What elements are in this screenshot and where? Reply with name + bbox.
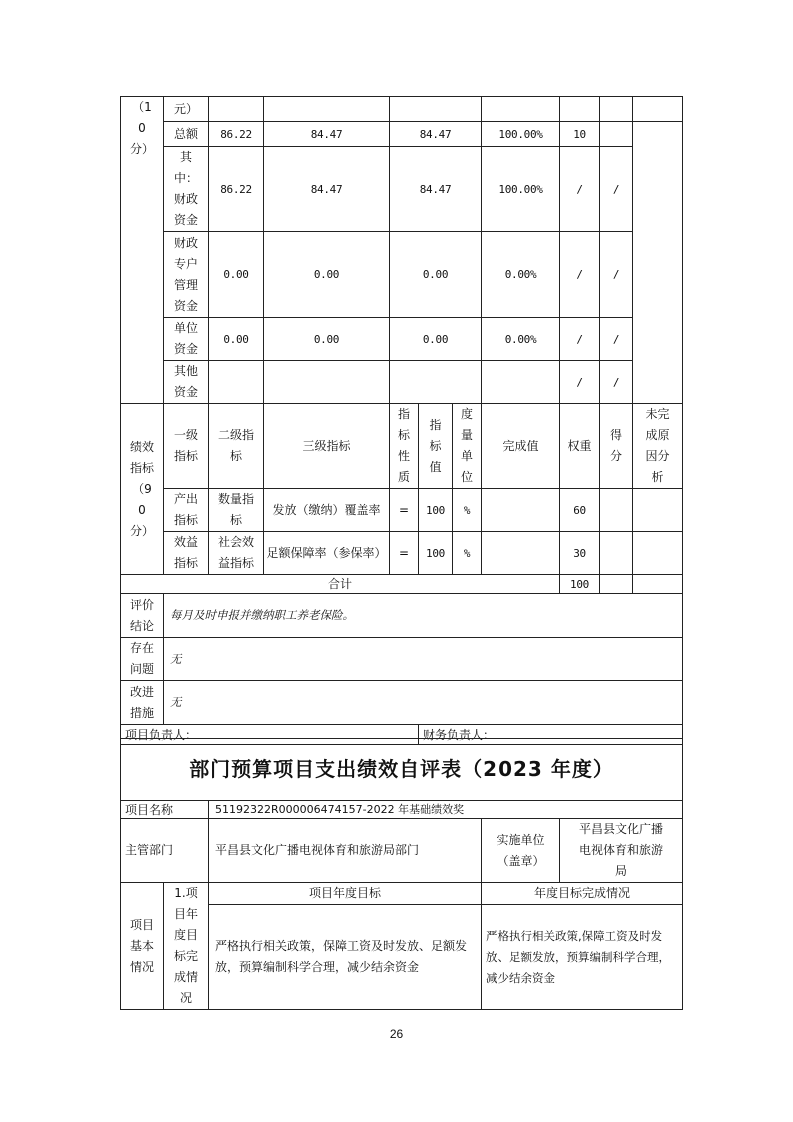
header-value: 指标值 bbox=[429, 417, 442, 474]
completion-header: 年度目标完成情况 bbox=[482, 883, 683, 905]
conclusion-label: 评价结论 bbox=[129, 597, 154, 633]
department-budget-self-evaluation-form bbox=[120, 738, 683, 1010]
performance-side-label: 绩效指标（90分） bbox=[129, 439, 154, 538]
indicator-unit: % bbox=[453, 532, 482, 575]
execution-rate: 100.00% bbox=[482, 147, 560, 232]
score: / bbox=[600, 318, 633, 361]
project-name-label: 项目名称 bbox=[121, 801, 209, 819]
budget-unit-tail: 元） bbox=[164, 97, 209, 122]
indicator-reason bbox=[633, 532, 683, 575]
indicator-nature: = bbox=[390, 532, 419, 575]
indicator-actual bbox=[482, 489, 560, 532]
budget-blank-merged bbox=[633, 122, 683, 404]
impl-unit-value: 平昌县文化广播电视体育和旅游局 bbox=[579, 822, 664, 878]
cell bbox=[482, 97, 560, 122]
total-score bbox=[600, 575, 633, 594]
improvements-label: 改进措施 bbox=[129, 684, 154, 720]
execution-rate: 0.00% bbox=[482, 232, 560, 318]
project-name-value: 51192322R000006474157-2022 年基础绩效奖 bbox=[209, 801, 683, 819]
weight: / bbox=[560, 361, 600, 404]
annual-budget bbox=[209, 361, 264, 404]
impl-unit-label: 实施单位（盖章） bbox=[496, 832, 545, 868]
annual-goal-header: 项目年度目标 bbox=[209, 883, 482, 905]
indicator-reason bbox=[633, 489, 683, 532]
budget-unit-row bbox=[121, 97, 683, 122]
execution-rate: 100.00% bbox=[482, 122, 560, 147]
executed-amount: 0.00 bbox=[390, 318, 482, 361]
indicator-row bbox=[121, 489, 683, 532]
indicator-weight: 30 bbox=[560, 532, 600, 575]
indicator-level1: 产出指标 bbox=[173, 492, 198, 527]
completion-text: 严格执行相关政策,保障工资及时发放、足额发放，预算编制科学合理，减少结余资金 bbox=[482, 905, 683, 1010]
indicator-level1: 效益指标 bbox=[173, 535, 198, 570]
cell bbox=[264, 97, 390, 122]
total-reason bbox=[633, 575, 683, 594]
budget-row-label: 总额 bbox=[164, 122, 209, 147]
issues-row bbox=[121, 638, 683, 681]
budget-row-label: 单位资金 bbox=[173, 321, 198, 356]
full-year-budget bbox=[264, 361, 390, 404]
cell bbox=[390, 97, 482, 122]
execution-rate bbox=[482, 361, 560, 404]
budget-row bbox=[121, 122, 683, 147]
conclusion-text: 每月及时申报并缴纳职工养老保险。 bbox=[164, 594, 683, 638]
page-number: 26 bbox=[389, 1027, 404, 1041]
score: / bbox=[600, 232, 633, 318]
budget-row-label: 财政专户管理资金 bbox=[173, 235, 198, 313]
indicator-nature: = bbox=[390, 489, 419, 532]
full-year-budget: 0.00 bbox=[264, 232, 390, 318]
indicator-unit: % bbox=[453, 489, 482, 532]
improvements-row bbox=[121, 681, 683, 725]
budget-row bbox=[121, 147, 683, 232]
annual-budget: 0.00 bbox=[209, 318, 264, 361]
budget-side-label-text: （10分） bbox=[129, 100, 154, 156]
form-title: 部门预算项目支出绩效自评表（2023 年度） bbox=[121, 739, 683, 801]
budget-side-label bbox=[121, 97, 164, 404]
project-lead-label: 项目负责人： bbox=[121, 725, 419, 745]
performance-self-evaluation-table bbox=[120, 96, 683, 745]
department-value: 平昌县文化广播电视体育和旅游局部门 bbox=[209, 819, 482, 883]
annual-budget: 86.22 bbox=[209, 147, 264, 232]
basic-info-label: 项目基本情况 bbox=[129, 917, 154, 974]
full-year-budget: 0.00 bbox=[264, 318, 390, 361]
header-level3: 三级指标 bbox=[264, 404, 390, 489]
indicator-weight: 60 bbox=[560, 489, 600, 532]
indicator-level3: 发放（缴纳）覆盖率 bbox=[264, 489, 390, 532]
score: / bbox=[600, 147, 633, 232]
header-weight: 权重 bbox=[560, 404, 600, 489]
project-name-row bbox=[121, 801, 683, 819]
annual-goal-text: 严格执行相关政策，保障工资及时发放、足额发放，预算编制科学合理，减少结余资金 bbox=[209, 905, 482, 1010]
performance-header-row bbox=[121, 404, 683, 489]
department-row bbox=[121, 819, 683, 883]
indicator-value: 100 bbox=[419, 489, 453, 532]
weight: / bbox=[560, 232, 600, 318]
cell bbox=[633, 97, 683, 122]
header-level1: 一级指标 bbox=[173, 428, 198, 463]
budget-row bbox=[121, 232, 683, 318]
indicator-level3: 足额保障率（参保率） bbox=[264, 532, 390, 575]
execution-rate: 0.00% bbox=[482, 318, 560, 361]
finance-lead-label: 财务负责人： bbox=[419, 725, 683, 745]
header-unit: 度量单位 bbox=[460, 407, 473, 484]
header-actual: 完成值 bbox=[482, 404, 560, 489]
budget-row bbox=[121, 318, 683, 361]
indicator-score bbox=[600, 489, 633, 532]
goal-section-label: 1.项目年度目标完成情况 bbox=[173, 886, 198, 1005]
annual-budget: 86.22 bbox=[209, 122, 264, 147]
budget-row bbox=[121, 361, 683, 404]
header-level2: 二级指标 bbox=[217, 428, 254, 463]
executed-amount: 84.47 bbox=[390, 122, 482, 147]
budget-row-label: 其中：财政资金 bbox=[173, 150, 198, 227]
cell bbox=[209, 97, 264, 122]
department-label: 主管部门 bbox=[121, 819, 209, 883]
cell bbox=[600, 97, 633, 122]
full-year-budget: 84.47 bbox=[264, 147, 390, 232]
full-year-budget: 84.47 bbox=[264, 122, 390, 147]
header-nature: 指标性质 bbox=[397, 407, 410, 484]
total-weight: 100 bbox=[560, 575, 600, 594]
indicator-value: 100 bbox=[419, 532, 453, 575]
score bbox=[600, 122, 633, 147]
conclusion-row bbox=[121, 594, 683, 638]
budget-row-label: 其他资金 bbox=[173, 364, 198, 399]
issues-label: 存在问题 bbox=[129, 641, 154, 676]
issues-text: 无 bbox=[164, 638, 683, 681]
header-reason: 未完成原因分析 bbox=[645, 407, 670, 484]
header-score: 得分 bbox=[610, 428, 623, 463]
cell bbox=[560, 97, 600, 122]
weight: / bbox=[560, 318, 600, 361]
goal-header-row bbox=[121, 883, 683, 905]
indicator-actual bbox=[482, 532, 560, 575]
executed-amount bbox=[390, 361, 482, 404]
total-label: 合计 bbox=[121, 575, 560, 594]
weight: 10 bbox=[560, 122, 600, 147]
executed-amount: 84.47 bbox=[390, 147, 482, 232]
executed-amount: 0.00 bbox=[390, 232, 482, 318]
score: / bbox=[600, 361, 633, 404]
annual-budget: 0.00 bbox=[209, 232, 264, 318]
indicator-score bbox=[600, 532, 633, 575]
indicator-row bbox=[121, 532, 683, 575]
form-title-row bbox=[121, 739, 683, 801]
indicator-level2: 数量指标 bbox=[217, 492, 254, 527]
total-row bbox=[121, 575, 683, 594]
weight: / bbox=[560, 147, 600, 232]
indicator-level2: 社会效益指标 bbox=[217, 535, 254, 570]
improvements-text: 无 bbox=[164, 681, 683, 725]
